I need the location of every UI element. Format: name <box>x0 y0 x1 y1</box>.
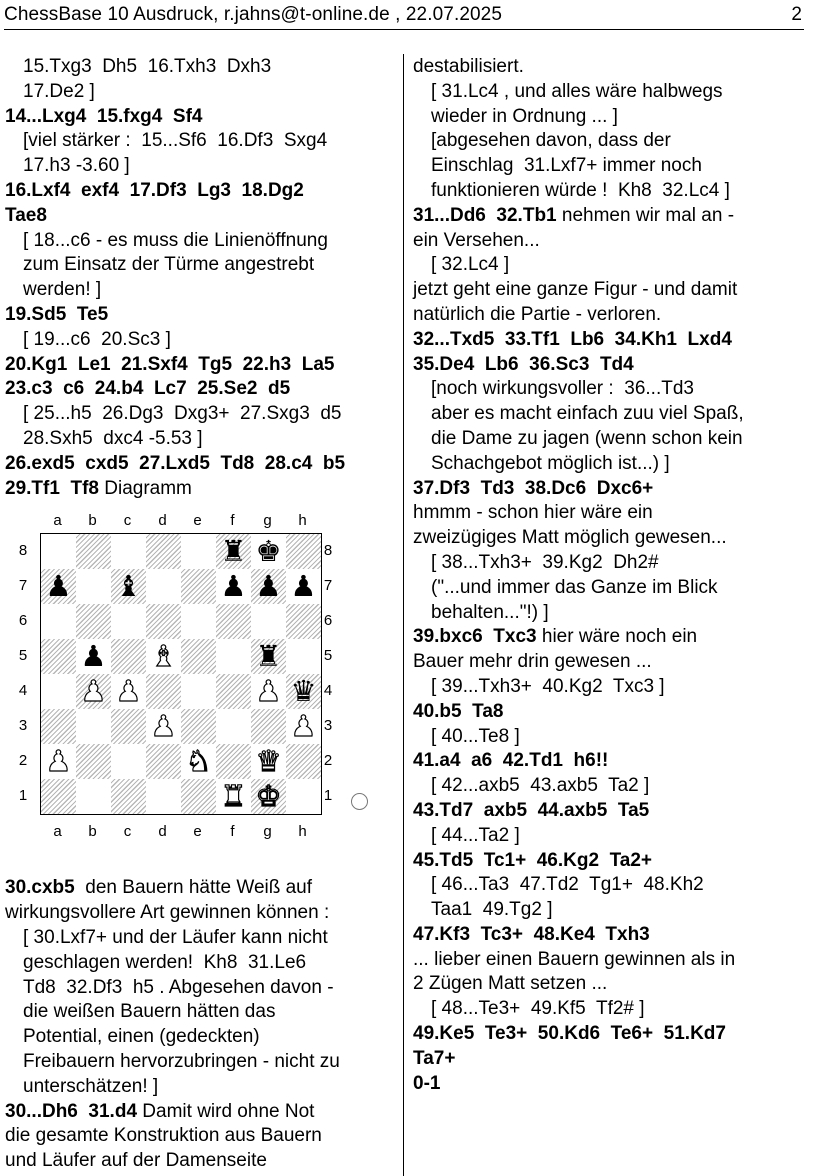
rank-labels-right <box>318 533 338 813</box>
text-line: 28.Sxh5 dxc4 -5.53 ] <box>23 427 203 449</box>
text-line: funktionieren würde ! Kh8 32.Lc4 ] <box>431 179 730 201</box>
text-line <box>5 876 400 901</box>
text-line: ein Versehen... <box>413 229 540 251</box>
comment-text: den Bauern hätte Weiß auf <box>74 877 313 899</box>
board-square-g2 <box>251 744 286 779</box>
text-line: Td8 32.Df3 h5 . Abgesehen davon - <box>23 976 334 998</box>
text-line: [ 31.Lc4 , und alles wäre halbwegs <box>431 80 723 102</box>
board-square-f7 <box>216 569 251 604</box>
black-queen-icon: ♛ <box>290 674 317 709</box>
file-label: a <box>53 823 62 841</box>
rank-label: 7 <box>18 577 28 595</box>
rank-label: 6 <box>323 612 333 630</box>
text-line: [ 39...Txh3+ 40.Kg2 Txc3 ] <box>431 675 665 697</box>
board-square-g6 <box>251 604 286 639</box>
text-line: [ 18...c6 - es muss die Linienöffnung <box>23 229 328 251</box>
text-line: 16.Lxf4 exf4 17.Df3 Lg3 18.Dg2 <box>5 179 304 201</box>
board-square-c5 <box>111 639 146 674</box>
page-number: 2 <box>791 4 802 25</box>
board-square-f8 <box>216 534 251 569</box>
board-square-f4 <box>216 674 251 709</box>
text-line: und Läufer auf der Damenseite <box>5 1150 267 1172</box>
black-pawn-icon: ♟ <box>80 639 107 674</box>
board-square-d6 <box>146 604 181 639</box>
white-pawn-icon: ♟ <box>80 674 107 709</box>
board-square-e7 <box>181 569 216 604</box>
board-square-c7 <box>111 569 146 604</box>
board-square-d7 <box>146 569 181 604</box>
black-rook-icon: ♜ <box>220 534 247 569</box>
white-pawn-icon: ♟ <box>255 674 282 709</box>
file-label: g <box>263 512 272 530</box>
rank-label: 1 <box>323 787 333 805</box>
white-pawn-icon: ♟ <box>45 744 72 779</box>
white-queen-icon: ♛ <box>255 744 282 779</box>
white-knight-icon: ♞ <box>185 744 212 779</box>
file-label: d <box>158 512 167 530</box>
text-line: jetzt geht eine ganze Figur - und damit <box>413 279 738 301</box>
black-king-icon: ♚ <box>255 534 282 569</box>
board-square-e6 <box>181 604 216 639</box>
rank-label: 2 <box>18 752 28 770</box>
board-square-h8 <box>286 534 321 569</box>
text-line: die weißen Bauern hätten das <box>23 1001 276 1023</box>
text-line: 15.Txg3 Dh5 16.Txh3 Dxh3 <box>23 56 272 77</box>
board-square-c2 <box>111 744 146 779</box>
text-line: Einschlag 31.Lxf7+ immer noch <box>431 155 702 177</box>
board-square-b8 <box>76 534 111 569</box>
chess-board <box>40 533 322 815</box>
text-line: unterschätzen! ] <box>23 1075 159 1097</box>
text-line: 43.Td7 axb5 44.axb5 Ta5 <box>413 799 650 821</box>
white-pawn-icon: ♟ <box>290 709 317 744</box>
board-square-b5 <box>76 639 111 674</box>
file-label: g <box>263 823 272 841</box>
board-square-a4 <box>41 674 76 709</box>
board-square-c8 <box>111 534 146 569</box>
board-square-e4 <box>181 674 216 709</box>
board-square-h4 <box>286 674 321 709</box>
board-square-a8 <box>41 534 76 569</box>
board-square-h7 <box>286 569 321 604</box>
board-square-h3 <box>286 709 321 744</box>
text-line: 35.De4 Lb6 36.Sc3 Td4 <box>413 353 634 375</box>
board-square-b7 <box>76 569 111 604</box>
text-line: 49.Ke5 Te3+ 50.Kd6 Te6+ 51.Kd7 <box>413 1023 726 1045</box>
page-header-title: ChessBase 10 Ausdruck, r.jahns@t-online.de , 22.07.2025 <box>4 4 502 25</box>
rank-label: 3 <box>18 717 28 735</box>
board-square-a6 <box>41 604 76 639</box>
text-line: 32...Txd5 33.Tf1 Lb6 34.Kh1 Lxd4 <box>413 328 732 350</box>
board-square-c6 <box>111 604 146 639</box>
text-line: Bauer mehr drin gewesen ... <box>413 651 652 673</box>
text-line: Ta7+ <box>413 1047 456 1069</box>
file-label: a <box>53 512 62 530</box>
header-divider <box>4 29 804 30</box>
board-square-g8 <box>251 534 286 569</box>
text-line: 26.exd5 cxd5 27.Lxd5 Td8 28.c4 b5 <box>5 452 346 474</box>
board-square-g5 <box>251 639 286 674</box>
comment-text: hier wäre noch ein <box>536 626 698 648</box>
rank-label: 5 <box>323 647 333 665</box>
board-square-c4 <box>111 674 146 709</box>
board-square-g1 <box>251 779 286 814</box>
rank-label: 4 <box>323 682 333 700</box>
black-pawn-icon: ♟ <box>290 569 317 604</box>
text-line: [ 25...h5 26.Dg3 Dxg3+ 27.Sxg3 d5 <box>23 403 342 425</box>
comment-text: Damit wird ohne Not <box>137 1100 315 1122</box>
text-line: Taa1 49.Tg2 ] <box>431 899 553 921</box>
board-square-e3 <box>181 709 216 744</box>
rank-label: 2 <box>323 752 333 770</box>
text-line <box>413 204 808 229</box>
text-line: 45.Td5 Tc1+ 46.Kg2 Ta2+ <box>413 849 653 871</box>
side-to-move-indicator <box>351 793 368 810</box>
board-square-b1 <box>76 779 111 814</box>
board-square-e2 <box>181 744 216 779</box>
board-square-b4 <box>76 674 111 709</box>
board-square-c3 <box>111 709 146 744</box>
board-square-b2 <box>76 744 111 779</box>
board-square-a7 <box>41 569 76 604</box>
rank-label: 7 <box>323 577 333 595</box>
text-line: Schachgebot möglich ist...) ] <box>431 452 670 474</box>
file-label: h <box>298 512 307 530</box>
text-line: die Dame zu jagen (wenn schon kein <box>431 427 743 449</box>
move-text: 31...Dd6 32.Tb1 <box>413 204 557 226</box>
white-pawn-icon: ♟ <box>115 674 142 709</box>
text-line: Potential, einen (gedeckten) <box>23 1026 260 1048</box>
text-line: 14...Lxg4 15.fxg4 Sf4 <box>5 105 203 127</box>
board-square-g7 <box>251 569 286 604</box>
file-label: e <box>193 512 202 530</box>
text-line: aber es macht einfach zuu viel Spaß, <box>431 403 744 425</box>
left-column-moves-top <box>5 55 400 501</box>
text-line: Freibauern hervorzubringen - nicht zu <box>23 1050 340 1072</box>
file-label: b <box>88 823 97 841</box>
text-line: hmmm - schon hier wäre ein <box>413 502 653 524</box>
rank-label: 8 <box>18 542 28 560</box>
board-square-f3 <box>216 709 251 744</box>
file-labels-bottom <box>40 820 320 840</box>
white-king-icon: ♚ <box>255 779 282 814</box>
text-line: 17.De2 ] <box>23 80 95 102</box>
black-pawn-icon: ♟ <box>220 569 247 604</box>
text-line <box>5 1100 400 1125</box>
move-text: 39.bxc6 Txc3 <box>413 626 537 648</box>
text-line: zum Einsatz der Türme angestrebt <box>23 254 315 276</box>
board-square-f1 <box>216 779 251 814</box>
file-label: f <box>230 823 235 841</box>
text-line: 17.h3 -3.60 ] <box>23 155 130 177</box>
board-square-a3 <box>41 709 76 744</box>
board-square-e5 <box>181 639 216 674</box>
file-label: b <box>88 512 97 530</box>
text-line: [ 44...Ta2 ] <box>431 824 520 846</box>
text-line: 40.b5 Ta8 <box>413 700 504 722</box>
text-line: 37.Df3 Td3 38.Dc6 Dxc6+ <box>413 477 654 499</box>
text-line: ... lieber einen Bauern gewinnen als in <box>413 948 736 970</box>
text-line: 23.c3 c6 24.b4 Lc7 25.Se2 d5 <box>5 378 291 400</box>
text-line: ("...und immer das Ganze im Blick <box>431 576 718 598</box>
file-labels-top <box>40 509 320 529</box>
text-line <box>413 625 808 650</box>
board-square-f2 <box>216 744 251 779</box>
text-line: 47.Kf3 Tc3+ 48.Ke4 Txh3 <box>413 923 650 945</box>
comment-text: Diagramm <box>98 477 192 499</box>
file-label: d <box>158 823 167 841</box>
board-square-d3 <box>146 709 181 744</box>
text-line: die gesamte Konstruktion aus Bauern <box>5 1125 322 1147</box>
rank-label: 3 <box>323 717 333 735</box>
text-line: [noch wirkungsvoller : 36...Td3 <box>431 378 694 400</box>
board-square-d8 <box>146 534 181 569</box>
move-text: 30...Dh6 31.d4 <box>5 1100 138 1122</box>
text-line: 19.Sd5 Te5 <box>5 303 109 325</box>
chess-diagram <box>5 501 400 876</box>
white-rook-icon: ♜ <box>220 779 247 814</box>
board-square-b6 <box>76 604 111 639</box>
file-label: c <box>123 823 132 841</box>
text-line: [ 19...c6 20.Sc3 ] <box>23 328 171 350</box>
board-square-e8 <box>181 534 216 569</box>
text-line: natürlich die Partie - verloren. <box>413 303 662 325</box>
board-square-a1 <box>41 779 76 814</box>
black-rook-icon: ♜ <box>255 639 282 674</box>
column-divider <box>403 54 404 1176</box>
board-square-f5 <box>216 639 251 674</box>
text-line: [ 38...Txh3+ 39.Kg2 Dh2# <box>431 551 659 573</box>
board-square-d4 <box>146 674 181 709</box>
white-pawn-icon: ♟ <box>150 709 177 744</box>
board-square-e1 <box>181 779 216 814</box>
rank-label: 8 <box>323 542 333 560</box>
text-line: 41.a4 a6 42.Td1 h6!! <box>413 750 609 772</box>
board-square-d5 <box>146 639 181 674</box>
text-line: [viel stärker : 15...Sf6 16.Df3 Sxg4 <box>23 130 328 152</box>
text-line: [ 42...axb5 43.axb5 Ta2 ] <box>431 775 650 797</box>
board-square-g3 <box>251 709 286 744</box>
text-line: [ 48...Te3+ 49.Kf5 Tf2# ] <box>431 998 645 1020</box>
rank-labels-left <box>13 533 33 813</box>
file-label: h <box>298 823 307 841</box>
text-line: wieder in Ordnung ... ] <box>431 105 618 127</box>
board-square-h1 <box>286 779 321 814</box>
text-line: werden! ] <box>23 279 102 301</box>
board-square-h6 <box>286 604 321 639</box>
white-bishop-icon: ♝ <box>150 639 177 674</box>
text-line: [ 32.Lc4 ] <box>431 254 510 276</box>
black-pawn-icon: ♟ <box>45 569 72 604</box>
rank-label: 4 <box>18 682 28 700</box>
text-line: behalten..."!) ] <box>431 601 549 623</box>
right-column-moves <box>413 55 808 1096</box>
text-line <box>5 477 400 502</box>
board-square-c1 <box>111 779 146 814</box>
left-column-moves-bottom <box>5 876 400 1174</box>
text-line: wirkungsvollere Art gewinnen können : <box>5 902 330 924</box>
text-line: [ 46...Ta3 47.Td2 Tg1+ 48.Kh2 <box>431 874 704 896</box>
board-square-h2 <box>286 744 321 779</box>
left-column <box>5 55 400 1174</box>
file-label: c <box>123 512 132 530</box>
black-bishop-icon: ♝ <box>115 569 142 604</box>
text-line: [ 40...Te8 ] <box>431 725 520 747</box>
board-square-b3 <box>76 709 111 744</box>
comment-text: nehmen wir mal an - <box>556 204 735 226</box>
board-square-g4 <box>251 674 286 709</box>
rank-label: 5 <box>18 647 28 665</box>
text-line: [ 30.Lxf7+ und der Läufer kann nicht <box>23 926 328 948</box>
board-square-d1 <box>146 779 181 814</box>
board-square-a5 <box>41 639 76 674</box>
rank-label: 6 <box>18 612 28 630</box>
right-column <box>413 55 808 1096</box>
text-line: Tae8 <box>5 204 47 226</box>
text-line: zweizügiges Matt möglich gewesen... <box>413 527 727 549</box>
move-text: 30.cxb5 <box>5 877 75 899</box>
board-square-h5 <box>286 639 321 674</box>
file-label: f <box>230 512 235 530</box>
board-square-d2 <box>146 744 181 779</box>
text-line: destabilisiert. <box>413 56 524 77</box>
text-line: geschlagen werden! Kh8 31.Le6 <box>23 951 307 973</box>
board-square-a2 <box>41 744 76 779</box>
file-label: e <box>193 823 202 841</box>
rank-label: 1 <box>18 787 28 805</box>
text-line: [abgesehen davon, dass der <box>431 130 671 152</box>
text-line: 20.Kg1 Le1 21.Sxf4 Tg5 22.h3 La5 <box>5 353 335 375</box>
text-line: 0-1 <box>413 1072 441 1094</box>
move-text: 29.Tf1 Tf8 <box>5 477 99 499</box>
board-square-f6 <box>216 604 251 639</box>
black-pawn-icon: ♟ <box>255 569 282 604</box>
text-line: 2 Zügen Matt setzen ... <box>413 973 608 995</box>
